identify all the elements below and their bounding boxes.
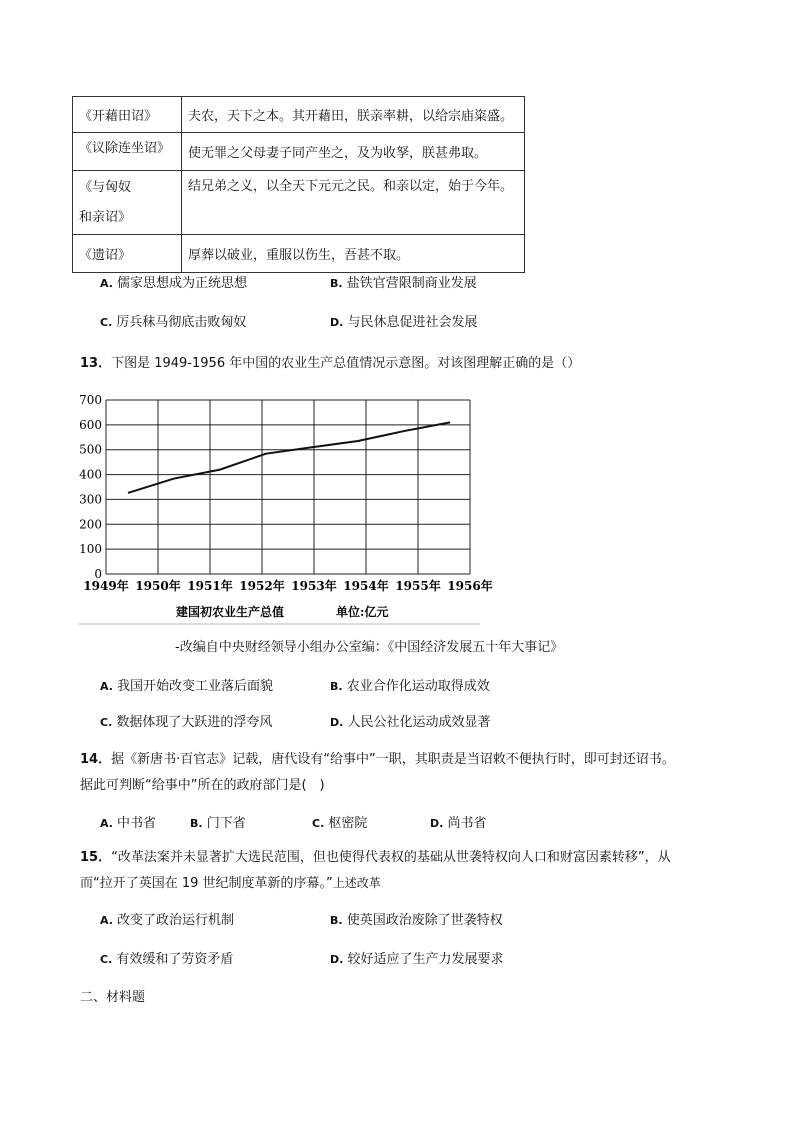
option-d: D. 人民公社化运动成效显著 xyxy=(330,715,491,730)
question-number: 15． xyxy=(80,850,112,865)
option-c: C. 数据体现了大跃进的浮夸风 xyxy=(100,715,273,730)
y-tick-label: 100 xyxy=(79,542,102,557)
edicts-table xyxy=(72,96,525,273)
table-row xyxy=(73,133,525,171)
option-a: A. 儒家思想成为正统思想 xyxy=(100,276,248,291)
x-tick-label: 1954年 xyxy=(343,579,389,593)
question-13-stem: 13．下图是 1949-1956 年中国的农业生产总值情况示意图。对该图理解正确的是（） xyxy=(80,356,581,371)
option-d: D. 尚书省 xyxy=(430,816,487,831)
x-tick-label: 1952年 xyxy=(239,579,285,593)
x-tick-label: 1949年 xyxy=(83,579,129,593)
agri-output-chart xyxy=(78,388,493,628)
chart-source: -改编自中央财经领导小组办公室编：《中国经济发展五十年大事记》 xyxy=(175,640,564,655)
y-tick-label: 0 xyxy=(94,567,102,581)
x-tick-label: 1951年 xyxy=(187,579,233,593)
option-a: A. 中书省 xyxy=(100,816,157,831)
edict-text: 厚葬以破业，重服以伤生，吾甚不取。 xyxy=(182,235,525,273)
x-tick-label: 1953年 xyxy=(291,579,337,593)
option-c: C. 厉兵秣马彻底击败匈奴 xyxy=(100,315,247,330)
table-row xyxy=(73,97,525,133)
chart-caption: 建国初农业生产总值 xyxy=(176,605,285,619)
y-tick-label: 700 xyxy=(79,393,102,407)
option-d: D. 较好适应了生产力发展要求 xyxy=(330,952,504,967)
edict-name-line1: 《与匈奴 xyxy=(79,179,132,195)
option-c: C. 有效缓和了劳资矛盾 xyxy=(100,952,234,967)
option-a: A. 我国开始改变工业落后面貌 xyxy=(100,679,274,694)
edict-name xyxy=(73,171,182,235)
y-tick-label: 200 xyxy=(79,517,102,532)
x-tick-label: 1950年 xyxy=(135,579,181,593)
edict-text: 使无罪之父母妻子同产坐之，及为收孥，朕甚弗取。 xyxy=(182,133,525,171)
table-row xyxy=(73,171,525,235)
question-15-stem: 15．“改革法案并未显著扩大选民范围，但也使得代表权的基础从世袭特权向人口和财富因素转移”，从 xyxy=(80,850,671,865)
edict-name: 《遗诏》 xyxy=(73,235,182,273)
question-number: 14． xyxy=(80,752,112,767)
question-14-stem-line2: 据此可判断“给事中”所在的政府部门是( ) xyxy=(80,778,325,793)
question-number: 13． xyxy=(80,356,112,371)
edict-text: 结兄弟之义，以全天下元元之民。和亲以定，始于今年。 xyxy=(182,171,525,235)
edict-name: 《开藉田诏》 xyxy=(73,97,182,133)
y-tick-label: 400 xyxy=(79,467,102,482)
series-line xyxy=(128,422,450,493)
edict-name: 《议除连坐诏》 xyxy=(73,133,182,171)
option-a: A. 改变了政治运行机制 xyxy=(100,913,235,928)
x-tick-label: 1956年 xyxy=(447,579,493,593)
option-c: C. 枢密院 xyxy=(312,816,368,831)
y-tick-label: 300 xyxy=(79,492,102,507)
x-tick-label: 1955年 xyxy=(395,579,441,593)
chart-unit: 单位:亿元 xyxy=(336,605,389,619)
option-d: D. 与民休息促进社会发展 xyxy=(330,315,478,330)
option-b: B. 盐铁官营限制商业发展 xyxy=(330,276,477,291)
y-tick-label: 600 xyxy=(79,417,102,432)
option-b: B. 使英国政治废除了世袭特权 xyxy=(330,913,503,928)
table-row xyxy=(73,235,525,273)
option-b: B. 农业合作化运动取得成效 xyxy=(330,679,490,694)
edict-text: 夫农，天下之本。其开藉田，朕亲率耕，以给宗庙粢盛。 xyxy=(182,97,525,133)
y-tick-label: 500 xyxy=(79,442,102,457)
edict-name-line2: 和亲诏》 xyxy=(79,209,132,225)
question-14-stem: 14．据《新唐书·百官志》记载，唐代设有“给事中”一职，其职责是当诏敕不便执行时，即可封还诏书。 xyxy=(80,752,675,767)
option-b: B. 门下省 xyxy=(190,816,246,831)
section-heading: 二、材料题 xyxy=(80,990,146,1005)
question-15-stem-line2: 而“拉开了英国在 19 世纪制度革新的序幕。”上述改革 xyxy=(80,876,381,891)
